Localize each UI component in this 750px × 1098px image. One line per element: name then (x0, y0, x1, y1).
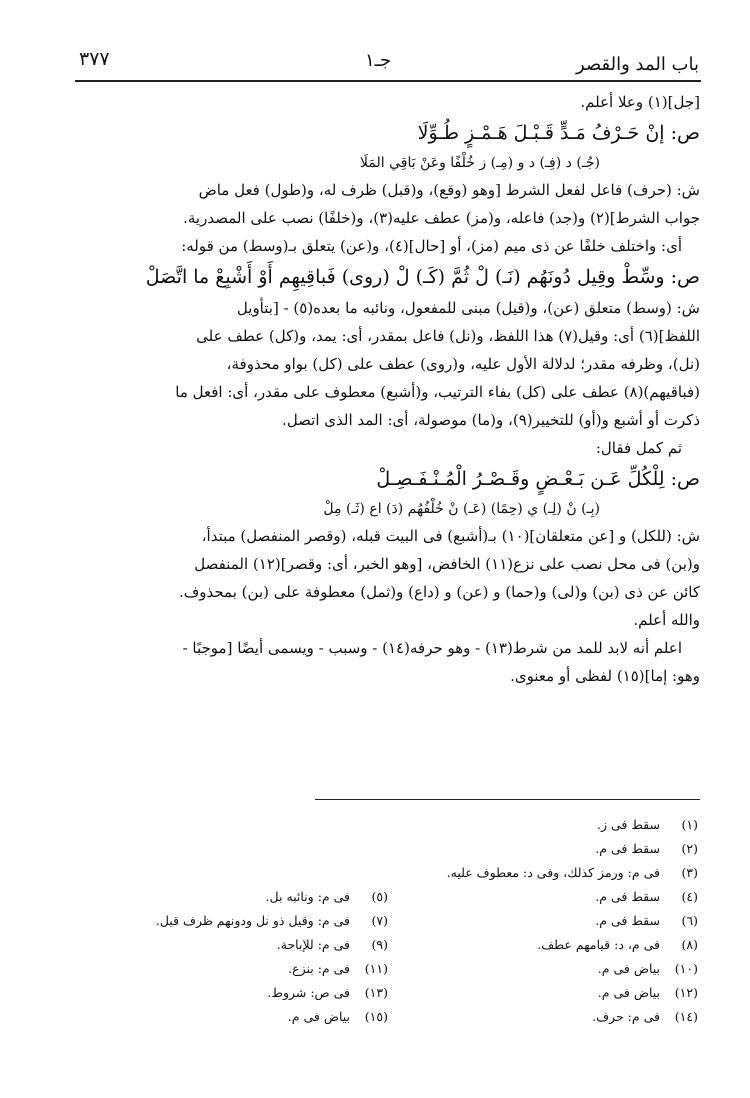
commentary-line: ش: (للكل) و [عن متعلقان](١٠) بـ(أشبع) فى البيت قبله، (وقصر المنفصل) مبتدأ، (201, 527, 700, 545)
footnote-text: فى م: حرف. (592, 1009, 661, 1024)
footnote (398, 981, 698, 1005)
footnote-text: سقط فى م. (595, 889, 661, 904)
commentary-line: و(بن) فى محل نصب على نزع(١١) الخافض، [وهو الخبر، أى: وقصر](١٢) المنفصل (194, 555, 700, 573)
footnote-number: (١٤) (674, 1009, 698, 1024)
commentary-line: (فباقيهم)(٨) عطف على (كل) بفاء الترتيب، و(أشبع) معطوف على مقدر، أى: افعل ما (175, 383, 700, 401)
text-line: [جل](١) وعلا أعلم. (580, 93, 700, 111)
footnotes-right-column (398, 813, 698, 1029)
footnote-text: فى م: ورمز كذلك، وفى د: معطوف عليه. (446, 865, 661, 880)
commentary-line: أى: واختلف خلفًا عن ذى ميم (مز)، أو [حال](٤)، و(عن) يتعلق بـ(وسط) من قوله: (181, 237, 682, 255)
footnote (78, 933, 388, 957)
verse-line: ص: لِلْكُلِّ عَـن بَـعْـضٍ وقَـصْـرُ الْمُـنْـفَـصِـلْ (376, 468, 700, 490)
commentary-line: ش: (حرف) فاعل لفعل الشرط [وهو (وقع)، و(قبل) ظرف له، و(طول) فعل ماض (198, 181, 700, 199)
commentary-line: والله أعلم. (633, 611, 700, 629)
verse-sigla-line: (جُـ) د (فِـ) د و (مِـ) ز خُلْفًا وعَنْ بَاقِي المَلَا (360, 155, 600, 171)
footnote-number: (١٥) (364, 1009, 388, 1024)
commentary-line: ثم كمل فقال: (595, 439, 682, 457)
footnote (78, 909, 388, 933)
footnote-number: (٢) (681, 841, 698, 856)
footnote-text: سقط فى م. (595, 913, 661, 928)
verse-sigla-line: (بِـ) نْ (لِـ) ي (حِمًا) (عَـ) نْ خُلْفُهُم (دَ) اع (ثَـ) مِلْ (323, 501, 600, 517)
commentary-line: كائن عن ذى (بن) و(لى) و(حما) و (عن) و (داع) و(ثمل) معطوفة على (بن) بمحذوف. (178, 583, 700, 601)
volume-label: جـ١ (365, 50, 392, 71)
footnote (398, 861, 698, 885)
page-number: ٣٧٧ (79, 48, 110, 70)
footnote (398, 957, 698, 981)
footnote (398, 813, 698, 837)
footnote (398, 1005, 698, 1029)
footnote-number: (٣) (681, 865, 698, 880)
footnote (78, 957, 388, 981)
footnote (398, 837, 698, 861)
footnote-text: بياض فى م. (597, 961, 661, 976)
verse-line: ص: وسِّطْ وقِيل دُونَهُم (نَـ) لْ ثُمَّ (كَـ) لْ (روى) فَباقِيهِم أَوْ أَشْبِعْ ما اتَّصَلْ (145, 266, 700, 288)
footnotes-left-column (78, 813, 388, 1029)
footnote-separator (315, 799, 700, 800)
commentary-line: اعلم أنه لابد للمد من شرط(١٣) - وهو حرفه(١٤) - وسبب - ويسمى أيضًا [موجبًا - (182, 639, 682, 657)
footnote-number: (٥) (371, 889, 388, 904)
footnote-number: (٦) (681, 913, 698, 928)
footnote-number: (١٠) (674, 961, 698, 976)
commentary-line: ذكرت أو أشبع و(أو) للتخيير(٩)، و(ما) موصولة، أى: المد الذى اتصل. (282, 411, 700, 429)
footnote-text: بياض فى م. (597, 985, 661, 1000)
footnote (398, 885, 698, 909)
commentary-line: ش: (وسط) متعلق (عن)، و(قيل) مبنى للمفعول، ونائبه ما بعده(٥) - [بتأويل (236, 299, 700, 317)
footnote-number: (٤) (681, 889, 698, 904)
footnote-number: (١٢) (674, 985, 698, 1000)
chapter-title: باب المد والقصر (575, 54, 699, 75)
footnote-text: بياض فى م. (287, 1009, 351, 1024)
footnote (78, 885, 388, 909)
footnote (78, 1005, 388, 1029)
commentary-line: اللفظ](٦) أى: وقيل(٧) هذا اللفظ، و(نل) فاعل بمقدر، أى: يمد، و(كل) عطف على (196, 327, 700, 345)
commentary-line: وهو: إما](١٥) لفظى أو معنوى. (510, 667, 700, 685)
footnote-text: فى م: ونائبه بل. (265, 889, 351, 904)
footnote-text: فى م: وقيل ذو نل ودونهم ظرف قيل. (155, 913, 351, 928)
main-text (78, 88, 700, 690)
footnote-text: فى م: للإباحة. (276, 937, 351, 952)
footnote-number: (١) (681, 817, 698, 832)
commentary-line: جواب الشرط](٢) و(جد) فاعله، و(مز) عطف عليه(٣)، و(خلفًا) نصب على المصدرية. (183, 209, 700, 227)
footnote (398, 933, 698, 957)
verse-line: ص: إنْ حَـرْفُ مَـدٍّ قَـبْـلَ هَـمْـزٍ طُـوِّلَا (417, 122, 700, 144)
footnote-number: (٧) (371, 913, 388, 928)
footnote-number: (٨) (681, 937, 698, 952)
footnote-text: فى م، د: قيامهم عطف. (537, 937, 661, 952)
footnote-text: فى ص: شروط. (267, 985, 351, 1000)
footnote-number: (١١) (364, 961, 388, 976)
commentary-line: (نل)، وظرفه مقدر؛ لدلالة الأول عليه، و(روى) عطف على (كل) بواو محذوفة، (226, 355, 700, 373)
footnote-text: سقط فى م. (595, 841, 661, 856)
running-header (75, 40, 701, 82)
footnote-number: (١٣) (364, 985, 388, 1000)
footnote-text: سقط فى ز. (597, 817, 661, 832)
footnote (398, 909, 698, 933)
footnote (78, 981, 388, 1005)
footnote-number: (٩) (371, 937, 388, 952)
footnote-text: فى م: بنزع. (288, 961, 351, 976)
